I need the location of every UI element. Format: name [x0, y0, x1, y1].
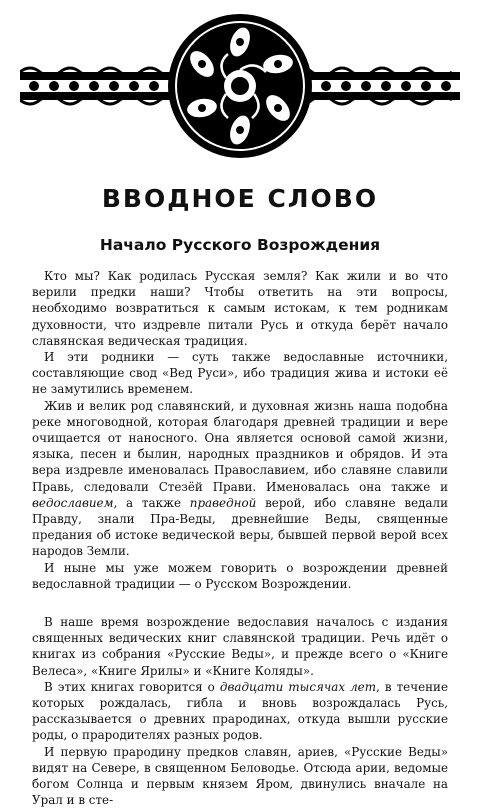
paragraph-text: , а также	[113, 495, 190, 510]
paragraph-text: , в течение которых рождалась, гибла и вновь возрождалась Русь, рассказывается о древних прародинах, откуда вышли русские роды, о прародителях разных родов.	[32, 679, 448, 743]
section-subtitle: Начало Русского Возрождения	[99, 236, 381, 254]
paragraph	[32, 560, 448, 592]
paragraph-text: И эти родники — суть также ведославные источники, составляющие свод «Вед Руси», ибо традиция жива и истоки её не замутились временем.	[32, 350, 448, 397]
page-title: ВВОДНОЕ СЛОВО	[101, 184, 379, 213]
paragraph-text: верой, ибо славяне ведали Правду, знали Пра-Веды, древнейшие Веды, священные предания об истоке ведической веры, бывшей первой верой всех народов Земли.	[32, 495, 448, 559]
paragraph	[32, 679, 448, 744]
paragraph-text: И первую прародину предков славян, ариев, «Русские Веды» видят на Севере, в священном Беловодье. Отсюда арии, ведомые богом Солнца и первым князем Яром, двинулись вначале на Урал и в сте-	[32, 744, 448, 808]
ornament-medallion	[168, 14, 312, 158]
paragraph-text: Жив и велик род славянский, и духовная жизнь наша подобна реке многоводной, которая благодаря древней традиции и вере очищается от наносного. Она является основой самой жизни, языка, песен и былин, народных праздников и обрядов. И эта вера издревле именовалась Православием, ибо славяне славили Правь, следовали Стезёй Прави. Именовалась она также и	[32, 398, 448, 494]
ornament-right-band	[292, 68, 460, 104]
emphasis-text: ведославием	[32, 495, 114, 510]
paragraph	[32, 614, 448, 679]
paragraph	[32, 744, 448, 809]
body-text	[32, 268, 448, 809]
emphasis-text: праведной	[189, 495, 257, 510]
paragraph-text: В этих книгах говорится о	[44, 679, 220, 694]
ornament-header	[20, 12, 460, 162]
emphasis-text: двадцати тысячах лет	[219, 679, 376, 694]
paragraph-text: Кто мы? Как родилась Русская земля? Как жили и во что верили предки наши? Чтобы ответить на эти вопросы, необходимо возвратиться к самым истокам, к тем родникам духовности, что издревле питали Русь и откуда берёт начало славянская ведическая традиция.	[32, 269, 448, 348]
paragraph	[32, 349, 448, 398]
paragraph-text: В наше время возрождение ведославия началось с издания священных ведических книг славянской традиции. Речь идёт о книгах из собрания «Русские Веды», и прежде всего о «Книге Велеса», «Книге Ярилы» и «Книге Коляды».	[32, 615, 448, 678]
paragraph-text: И ныне мы уже можем говорить о возрождении древней ведославной традиции — о Русском Возрождении.	[32, 560, 448, 591]
paragraph	[32, 268, 448, 349]
ornament-left-band	[20, 68, 188, 104]
paragraph	[32, 398, 448, 560]
